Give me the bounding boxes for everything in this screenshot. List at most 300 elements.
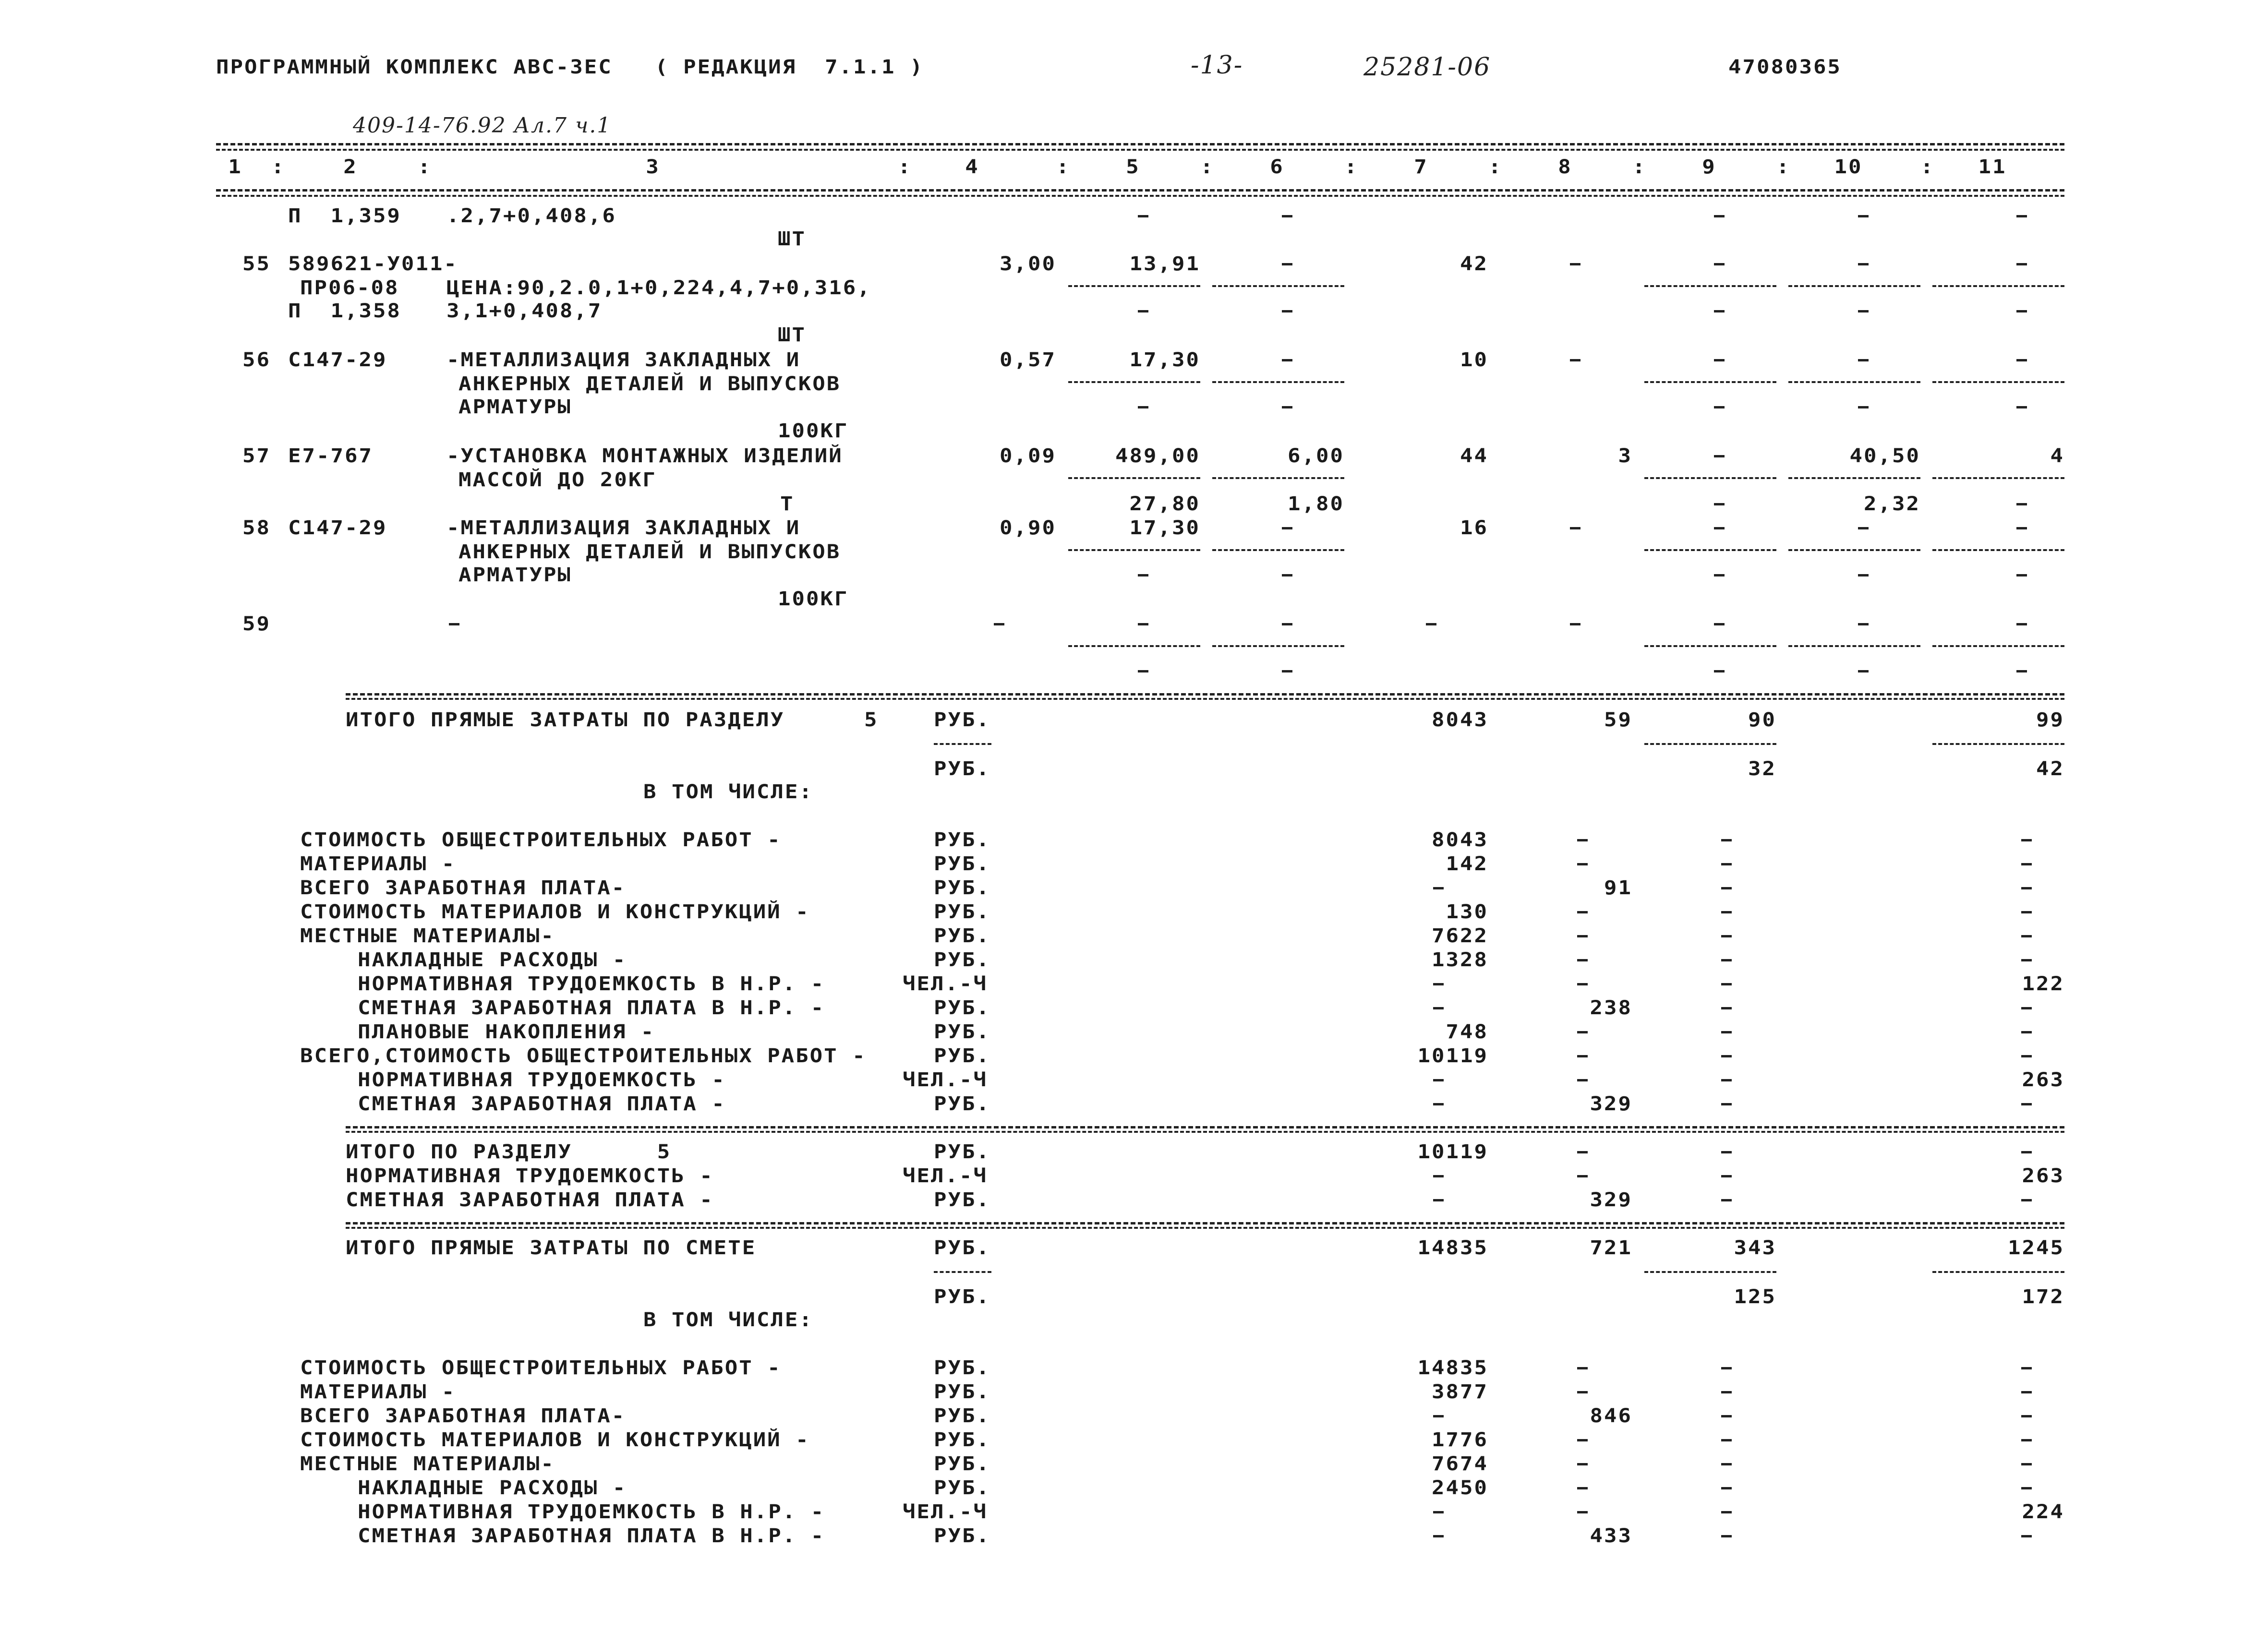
row-total: 44 [1460, 444, 1488, 468]
header-rule-top2 [216, 149, 2064, 151]
dash-mark [2016, 310, 2027, 312]
section-rule [346, 1227, 2064, 1229]
unit-label: РУБ. [934, 1020, 990, 1044]
dash-mark [1577, 1511, 1588, 1513]
dash-mark [2016, 670, 2027, 672]
dash-mark [1932, 549, 2064, 551]
dash-mark [1788, 549, 1920, 551]
dash-mark [1212, 285, 1344, 287]
breakdown-c7: 7622 [1432, 924, 1488, 948]
dash-mark [1721, 1415, 1732, 1417]
dash-mark [1570, 527, 1580, 529]
dash-mark [1433, 1511, 1444, 1513]
dash-mark [1577, 1175, 1588, 1177]
col-sep: : [271, 156, 286, 179]
dash-mark [2021, 887, 2032, 889]
col-header-5: 5 [1126, 156, 1140, 179]
dash-mark [1433, 1007, 1444, 1009]
dash-mark [2021, 959, 2032, 961]
unit-label: ЧЕЛ.-Ч [903, 1164, 988, 1188]
dash-mark [1721, 1151, 1732, 1153]
breakdown-c7: 1328 [1432, 948, 1488, 972]
col-header-6: 6 [1270, 156, 1284, 179]
dash-mark [1858, 406, 1869, 408]
section-direct-c8: 59 [1604, 708, 1632, 732]
row-code: 589621-У011- [288, 252, 458, 276]
dash-mark [1858, 215, 1869, 217]
col-header-7: 7 [1414, 156, 1428, 179]
dash-mark [1577, 863, 1588, 865]
dash-mark [1644, 645, 1776, 647]
dash-mark [1721, 1367, 1732, 1369]
dash-mark [2021, 911, 2032, 913]
row-total: 42 [1460, 252, 1488, 276]
dash-mark [1644, 381, 1776, 383]
dash-mark [1433, 1079, 1444, 1081]
dash-mark [2021, 1199, 2032, 1201]
estimate-direct-c7: 14835 [1417, 1236, 1488, 1260]
row-code-sub: ПР06-08 [300, 276, 399, 300]
col-sep: : [1776, 156, 1791, 179]
unit-label: ЧЕЛ.-Ч [903, 972, 988, 996]
estimate-direct-c8: 721 [1590, 1236, 1632, 1260]
header-rule-bottom2 [216, 195, 2064, 197]
dash-mark [449, 623, 459, 625]
row-number: 56 [242, 348, 271, 372]
estimate-direct-c9: 343 [1734, 1236, 1776, 1260]
estimate-direct-c11-sub: 172 [2022, 1285, 2064, 1308]
dash-mark [1577, 1367, 1588, 1369]
unit-label: РУБ. [934, 1452, 990, 1476]
dash-mark [1068, 381, 1200, 383]
unit-label: РУБ. [934, 1092, 990, 1116]
dash-mark [1721, 887, 1732, 889]
row-quantity: 0,57 [1000, 348, 1056, 372]
dash-mark [1577, 1151, 1588, 1153]
col-sep: : [1920, 156, 1935, 179]
dash-mark [1858, 310, 1869, 312]
breakdown-label: СМЕТНАЯ ЗАРАБОТНАЯ ПЛАТА В Н.Р. - [358, 996, 825, 1020]
breakdown-label: СТОИМОСТЬ МАТЕРИАЛОВ И КОНСТРУКЦИЙ - [300, 900, 810, 924]
col-header-2: 2 [343, 156, 358, 179]
row-description: АНКЕРНЫХ ДЕТАЛЕЙ И ВЫПУСКОВ [458, 372, 841, 396]
including-label: В ТОМ ЧИСЛЕ: [643, 780, 813, 804]
dash-mark [1858, 359, 1869, 361]
dash-mark [1721, 1055, 1732, 1057]
row-code: С147-29 [288, 516, 387, 540]
row-description: АРМАТУРЫ [458, 564, 572, 587]
row-quantity: 3,00 [1000, 252, 1056, 276]
unit-label: РУБ. [934, 948, 990, 972]
breakdown-label: ВСЕГО ЗАРАБОТНАЯ ПЛАТА- [300, 1404, 626, 1428]
unit-label: РУБ. [934, 757, 990, 780]
breakdown-label: ВСЕГО ЗАРАБОТНАЯ ПЛАТА- [300, 876, 626, 900]
dash-mark [1570, 623, 1580, 625]
dash-mark [2016, 263, 2027, 265]
dash-mark [1714, 406, 1725, 408]
section-direct-c9: 90 [1748, 708, 1776, 732]
col-header-4: 4 [965, 156, 979, 179]
dash-mark [2016, 215, 2027, 217]
row-unit-price: 489,00 [1115, 444, 1200, 468]
breakdown-c7: 142 [1446, 852, 1488, 876]
dash-mark [1577, 1031, 1588, 1033]
unit-label: РУБ. [934, 924, 990, 948]
dash-mark [1282, 670, 1292, 672]
dash-mark [1577, 959, 1588, 961]
total-label: НОРМАТИВНАЯ ТРУДОЕМКОСТЬ - [346, 1164, 714, 1188]
dash-mark [1433, 1415, 1444, 1417]
row-total: 10 [1460, 348, 1488, 372]
dash-mark [1570, 359, 1580, 361]
dash-mark [1721, 1439, 1732, 1441]
row-quantity: 0,09 [1000, 444, 1056, 468]
dash-mark [934, 743, 991, 745]
row-description: -МЕТАЛЛИЗАЦИЯ ЗАКЛАДНЫХ И [446, 348, 801, 372]
section-number: 5 [864, 708, 879, 732]
total-c11: 263 [2022, 1164, 2064, 1188]
breakdown-label: НАКЛАДНЫЕ РАСХОДЫ - [358, 1476, 627, 1500]
unit-label: РУБ. [934, 1428, 990, 1452]
dash-mark [1788, 477, 1920, 479]
dash-mark [1644, 1271, 1776, 1273]
unit-label: РУБ. [934, 1236, 990, 1260]
col-sep: : [1488, 156, 1503, 179]
breakdown-c7: 7674 [1432, 1452, 1488, 1476]
row-description: МАССОЙ ДО 20КГ [458, 468, 657, 492]
dash-mark [1433, 1199, 1444, 1201]
dash-mark [1282, 263, 1292, 265]
dash-mark [1714, 263, 1725, 265]
dash-mark [1138, 574, 1148, 576]
dash-mark [1714, 455, 1725, 457]
dash-mark [1721, 839, 1732, 841]
dash-mark [1714, 527, 1725, 529]
unit-label: РУБ. [934, 900, 990, 924]
breakdown-label: СМЕТНАЯ ЗАРАБОТНАЯ ПЛАТА В Н.Р. - [358, 1524, 825, 1548]
dash-mark [1714, 503, 1725, 505]
breakdown-c11: 263 [2022, 1068, 2064, 1092]
dash-mark [1282, 623, 1292, 625]
row-col10: 40,50 [1849, 444, 1920, 468]
row-unit: Т [780, 492, 795, 516]
row-number: 58 [242, 516, 271, 540]
breakdown-label: МЕСТНЫЕ МАТЕРИАЛЫ- [300, 1452, 555, 1476]
unit-label: РУБ. [934, 828, 990, 852]
col-sep: : [898, 156, 912, 179]
row-code-line: П 1,359 [288, 204, 401, 228]
total-c8: 329 [1590, 1188, 1632, 1212]
dash-mark [2021, 1439, 2032, 1441]
breakdown-label: НОРМАТИВНАЯ ТРУДОЕМКОСТЬ В Н.Р. - [358, 1500, 825, 1524]
breakdown-c8: 433 [1590, 1524, 1632, 1548]
row-description: -МЕТАЛЛИЗАЦИЯ ЗАКЛАДНЫХ И [446, 516, 801, 540]
section-direct-c7: 8043 [1432, 708, 1488, 732]
dash-mark [1858, 670, 1869, 672]
dash-mark [1570, 263, 1580, 265]
dash-mark [1212, 549, 1344, 551]
dash-mark [1714, 574, 1725, 576]
dash-mark [1644, 477, 1776, 479]
dash-mark [1721, 863, 1732, 865]
col-header-10: 10 [1834, 156, 1863, 179]
section-direct-c9-sub: 32 [1748, 757, 1776, 780]
dash-mark [1138, 623, 1148, 625]
dash-mark [1577, 911, 1588, 913]
row-price-formula: .2,7+0,408,6 [446, 204, 616, 228]
dash-mark [1858, 623, 1869, 625]
unit-label: РУБ. [934, 1044, 990, 1068]
dash-mark [1932, 477, 2064, 479]
dash-mark [1577, 935, 1588, 937]
dash-mark [2016, 359, 2027, 361]
header-rule-bottom [216, 189, 2064, 192]
dash-mark [1577, 1079, 1588, 1081]
dash-mark [1858, 527, 1869, 529]
unit-label: РУБ. [934, 1188, 990, 1212]
dash-mark [1714, 623, 1725, 625]
breakdown-c11: 122 [2022, 972, 2064, 996]
dash-mark [1282, 406, 1292, 408]
dash-mark [1721, 1007, 1732, 1009]
breakdown-label: НОРМАТИВНАЯ ТРУДОЕМКОСТЬ В Н.Р. - [358, 972, 825, 996]
breakdown-c8: 846 [1590, 1404, 1632, 1428]
row-machine-wage: 1,80 [1288, 492, 1344, 516]
breakdown-label: МАТЕРИАЛЫ - [300, 1380, 456, 1404]
dash-mark [2021, 935, 2032, 937]
dash-mark [1577, 1463, 1588, 1465]
unit-label: РУБ. [934, 1524, 990, 1548]
row-description: -УСТАНОВКА МОНТАЖНЫХ ИЗДЕЛИЙ [446, 444, 843, 468]
breakdown-label: СТОИМОСТЬ МАТЕРИАЛОВ И КОНСТРУКЦИЙ - [300, 1428, 810, 1452]
breakdown-c7: 3877 [1432, 1380, 1488, 1404]
dash-mark [1788, 285, 1920, 287]
breakdown-label: СМЕТНАЯ ЗАРАБОТНАЯ ПЛАТА - [358, 1092, 726, 1116]
section-direct-label: ИТОГО ПРЯМЫЕ ЗАТРАТЫ ПО РАЗДЕЛУ [346, 708, 785, 732]
section-rule [346, 1222, 2064, 1224]
dash-mark [1577, 1055, 1588, 1057]
dash-mark [1577, 1391, 1588, 1393]
dash-mark [1932, 743, 2064, 745]
dash-mark [1433, 1535, 1444, 1537]
dash-mark [934, 1271, 991, 1273]
dash-mark [1714, 359, 1725, 361]
row-number: 57 [242, 444, 271, 468]
unit-label: РУБ. [934, 1476, 990, 1500]
dash-mark [1282, 310, 1292, 312]
dash-mark [1577, 839, 1588, 841]
dash-mark [1721, 1487, 1732, 1489]
dash-mark [1068, 285, 1200, 287]
dash-mark [1577, 1487, 1588, 1489]
dash-mark [1282, 574, 1292, 576]
row-description: АНКЕРНЫХ ДЕТАЛЕЙ И ВЫПУСКОВ [458, 540, 841, 564]
row-quantity: 0,90 [1000, 516, 1056, 540]
unit-label: РУБ. [934, 1285, 990, 1308]
section-direct-c11-sub: 42 [2036, 757, 2064, 780]
dash-mark [2021, 1055, 2032, 1057]
row-code: С147-29 [288, 348, 387, 372]
breakdown-label: МАТЕРИАЛЫ - [300, 852, 456, 876]
row-code-line: П 1,358 [288, 300, 401, 323]
col-sep: : [1056, 156, 1071, 179]
dash-mark [1282, 359, 1292, 361]
dash-mark [2021, 1487, 2032, 1489]
dash-mark [1068, 477, 1200, 479]
dash-mark [1788, 645, 1920, 647]
dash-mark [1068, 549, 1200, 551]
breakdown-label: ВСЕГО,СТОИМОСТЬ ОБЩЕСТРОИТЕЛЬНЫХ РАБОТ - [300, 1044, 867, 1068]
col-sep: : [1344, 156, 1359, 179]
section-rule [346, 1126, 2064, 1128]
unit-label: РУБ. [934, 996, 990, 1020]
dash-mark [1788, 381, 1920, 383]
row-price-formula: 3,1+0,408,7 [446, 300, 603, 323]
row-unit: 100КГ [778, 588, 849, 611]
col-sep: : [1200, 156, 1215, 179]
dash-mark [2021, 839, 2032, 841]
page-number-handwritten: -13- [1191, 51, 1243, 80]
dash-mark [1721, 935, 1732, 937]
row-unit-price: 17,30 [1129, 516, 1200, 540]
row-number: 55 [242, 252, 271, 276]
dash-mark [2021, 1535, 2032, 1537]
breakdown-label: СТОИМОСТЬ ОБЩЕСТРОИТЕЛЬНЫХ РАБОТ - [300, 1356, 782, 1380]
breakdown-c11: 224 [2022, 1500, 2064, 1524]
section-rule [346, 1131, 2064, 1133]
dash-mark [1858, 574, 1869, 576]
section-direct-c11: 99 [2036, 708, 2064, 732]
row-code: Е7-767 [288, 444, 373, 468]
unit-label: ЧЕЛ.-Ч [903, 1068, 988, 1092]
dash-mark [1721, 1511, 1732, 1513]
dash-mark [1282, 527, 1292, 529]
dash-mark [1644, 549, 1776, 551]
breakdown-c8: 329 [1590, 1092, 1632, 1116]
row-price-formula: ЦЕНА:90,2.0,1+0,224,4,7+0,316, [446, 276, 871, 300]
including-label: В ТОМ ЧИСЛЕ: [643, 1308, 813, 1332]
dash-mark [1138, 670, 1148, 672]
row-total: 16 [1460, 516, 1488, 540]
dash-mark [2021, 1007, 2032, 1009]
breakdown-c7: 10119 [1417, 1044, 1488, 1068]
dash-mark [1721, 911, 1732, 913]
dash-mark [1426, 623, 1436, 625]
dash-mark [2016, 574, 2027, 576]
dash-mark [2016, 406, 2027, 408]
dash-mark [1714, 310, 1725, 312]
row-col11: 4 [2050, 444, 2064, 468]
row-description: АРМАТУРЫ [458, 396, 572, 419]
breakdown-c8: 238 [1590, 996, 1632, 1020]
section-rule [346, 693, 2064, 696]
col-sep: : [1632, 156, 1647, 179]
col-header-1: 1 [228, 156, 242, 179]
breakdown-c7: 130 [1446, 900, 1488, 924]
document-code-handwritten: 25281-06 [1363, 53, 1491, 82]
program-title: ПРОГРАММНЫЙ КОМПЛЕКС АВС-3ЕС ( РЕДАКЦИЯ 7.1.1 ) [216, 56, 924, 79]
dash-mark [1721, 1535, 1732, 1537]
dash-mark [1721, 959, 1732, 961]
breakdown-c7: 8043 [1432, 828, 1488, 852]
row-unit: 100КГ [778, 420, 849, 443]
header-rule-top [216, 143, 2064, 145]
album-note-handwritten: 409-14-76.92 Ал.7 ч.1 [353, 113, 612, 138]
breakdown-label: МЕСТНЫЕ МАТЕРИАЛЫ- [300, 924, 555, 948]
col-sep: : [418, 156, 432, 179]
dash-mark [1714, 215, 1725, 217]
dash-mark [2021, 1031, 2032, 1033]
breakdown-label: СТОИМОСТЬ ОБЩЕСТРОИТЕЛЬНЫХ РАБОТ - [300, 828, 782, 852]
dash-mark [2016, 527, 2027, 529]
breakdown-c7: 14835 [1417, 1356, 1488, 1380]
dash-mark [1138, 406, 1148, 408]
dash-mark [1858, 263, 1869, 265]
col-header-8: 8 [1558, 156, 1572, 179]
dash-mark [1721, 1103, 1732, 1105]
dash-mark [1932, 381, 2064, 383]
col-header-11: 11 [1978, 156, 2007, 179]
section-rule [346, 698, 2064, 700]
unit-label: РУБ. [934, 1356, 990, 1380]
total-c7: 10119 [1417, 1140, 1488, 1164]
row-unit-price: 17,30 [1129, 348, 1200, 372]
dash-mark [994, 623, 1004, 625]
dash-mark [2021, 1391, 2032, 1393]
row-unit: ШТ [778, 228, 806, 251]
breakdown-c7: 1776 [1432, 1428, 1488, 1452]
unit-label: РУБ. [934, 1404, 990, 1428]
breakdown-label: НОРМАТИВНАЯ ТРУДОЕМКОСТЬ - [358, 1068, 726, 1092]
unit-label: РУБ. [934, 1140, 990, 1164]
row-unit-price: 13,91 [1129, 252, 1200, 276]
dash-mark [1721, 1199, 1732, 1201]
row-col10-sub: 2,32 [1864, 492, 1920, 516]
dash-mark [1433, 983, 1444, 985]
dash-mark [1721, 1175, 1732, 1177]
total-label: ИТОГО ПО РАЗДЕЛУ 5 [346, 1140, 672, 1164]
dash-mark [1721, 1031, 1732, 1033]
document-number: 47080365 [1728, 56, 1842, 79]
dash-mark [1433, 1103, 1444, 1105]
dash-mark [1714, 670, 1725, 672]
dash-mark [1433, 1175, 1444, 1177]
estimate-direct-label: ИТОГО ПРЯМЫЕ ЗАТРАТЫ ПО СМЕТЕ [346, 1236, 757, 1260]
estimate-direct-c11: 1245 [2008, 1236, 2064, 1260]
row-col8: 3 [1618, 444, 1632, 468]
row-unit: ШТ [778, 324, 806, 347]
col-header-3: 3 [646, 156, 660, 179]
dash-mark [1282, 215, 1292, 217]
total-label: СМЕТНАЯ ЗАРАБОТНАЯ ПЛАТА - [346, 1188, 714, 1212]
unit-label: ЧЕЛ.-Ч [903, 1500, 988, 1524]
dash-mark [1212, 645, 1344, 647]
dash-mark [1644, 285, 1776, 287]
dash-mark [2021, 1367, 2032, 1369]
dash-mark [1577, 983, 1588, 985]
dash-mark [1068, 645, 1200, 647]
dash-mark [1212, 381, 1344, 383]
dash-mark [1138, 215, 1148, 217]
unit-label: РУБ. [934, 876, 990, 900]
dash-mark [1932, 285, 2064, 287]
dash-mark [1721, 1463, 1732, 1465]
dash-mark [1138, 310, 1148, 312]
unit-label: РУБ. [934, 1380, 990, 1404]
breakdown-c8: 91 [1604, 876, 1632, 900]
dash-mark [1721, 983, 1732, 985]
dash-mark [1721, 1079, 1732, 1081]
